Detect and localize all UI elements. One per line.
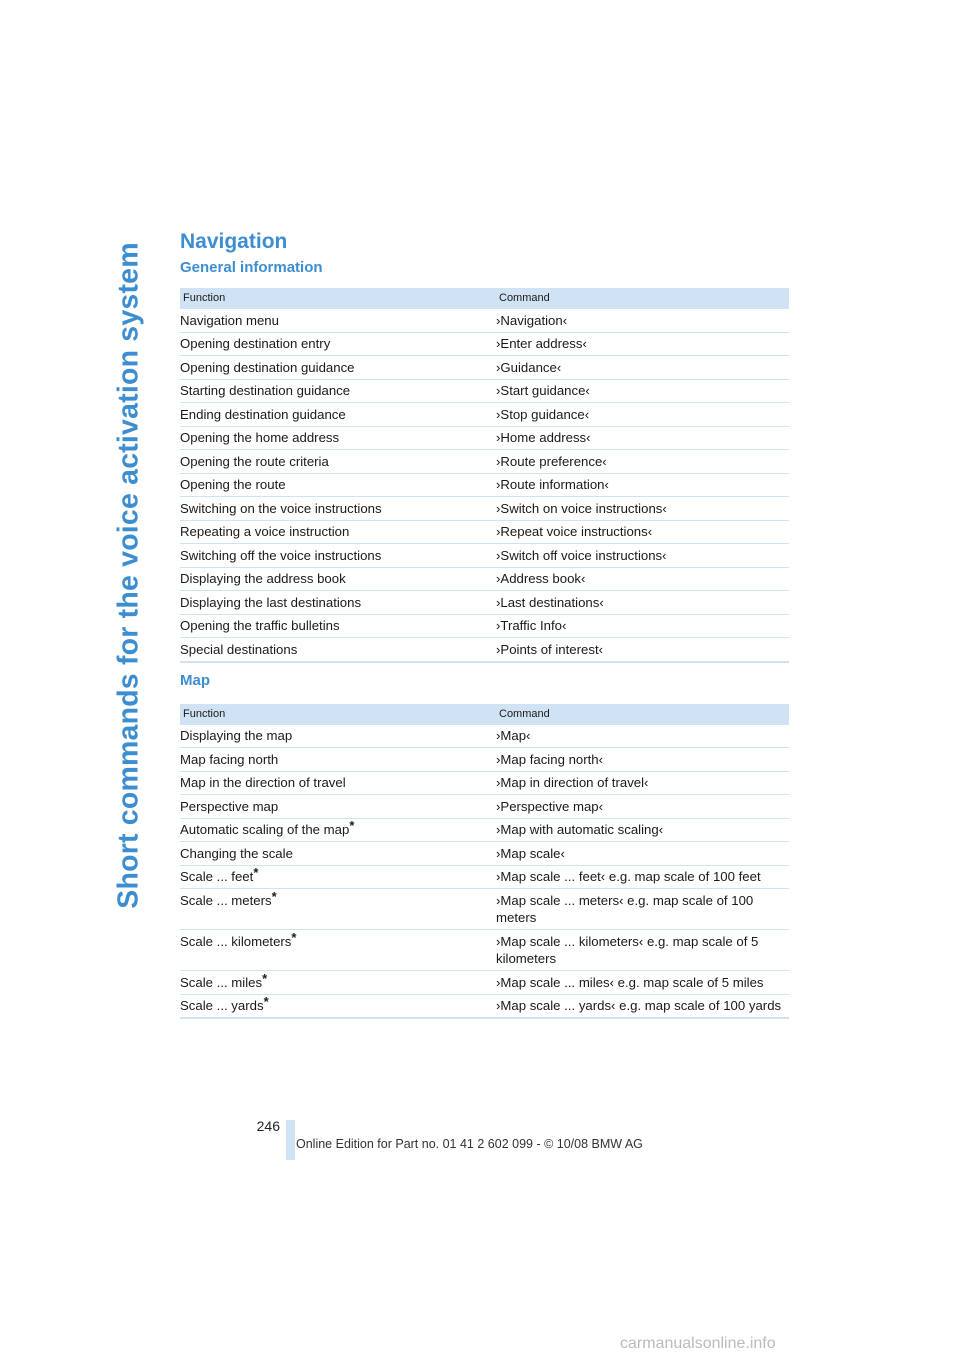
function-cell (180, 725, 496, 748)
footer-edition-text: Online Edition for Part no. 01 41 2 602 099 - © 10/08 BMW AG (296, 1137, 643, 1151)
table-header-row (180, 704, 789, 725)
function-cell (180, 450, 496, 474)
function-cell (180, 971, 496, 995)
function-cell (180, 332, 496, 356)
table-row (180, 356, 789, 380)
command-cell: ›Points of interest‹ (496, 638, 789, 662)
function-text: Scale ... kilometers (180, 933, 292, 949)
function-text: Opening the traffic bulletins (180, 618, 340, 633)
command-cell: ›Route preference‹ (496, 450, 789, 474)
command-cell: ›Switch on voice instructions‹ (496, 497, 789, 521)
function-cell (180, 930, 496, 971)
command-cell: ›Map‹ (496, 725, 789, 748)
footer-accent-bar (286, 1120, 295, 1160)
function-text: Opening the home address (180, 430, 340, 445)
table-row (180, 591, 789, 615)
function-cell (180, 638, 496, 662)
table-row (180, 332, 789, 356)
function-cell (180, 842, 496, 866)
table-row (180, 889, 789, 930)
function-cell (180, 379, 496, 403)
table-row (180, 842, 789, 866)
function-cell (180, 889, 496, 930)
watermark: carmanualsonline.info (620, 1335, 776, 1352)
subsection-title-map: Map (180, 671, 210, 689)
table-row (180, 795, 789, 819)
table-body (180, 309, 789, 662)
asterisk-mark: * (349, 818, 355, 833)
function-text: Opening the route (180, 477, 286, 492)
header-command: Command (496, 288, 789, 309)
command-cell: ›Last destinations‹ (496, 591, 789, 615)
table-row (180, 614, 789, 638)
function-cell (180, 795, 496, 819)
table-row (180, 426, 789, 450)
function-text: Opening destination entry (180, 336, 331, 351)
function-cell (180, 818, 496, 842)
side-chapter-title-text: Short commands for the voice activation system (112, 241, 145, 909)
function-cell (180, 567, 496, 591)
table-row (180, 379, 789, 403)
table-row (180, 971, 789, 995)
command-cell: ›Switch off voice instructions‹ (496, 544, 789, 568)
command-cell: ›Map scale ... kilometers‹ e.g. map scale of 5 kilometers (496, 930, 789, 971)
function-text: Automatic scaling of the map (180, 822, 350, 837)
function-text: Displaying the last destinations (180, 594, 362, 610)
function-cell (180, 591, 496, 615)
table-row (180, 473, 789, 497)
function-text: Opening the route criteria (180, 453, 329, 469)
table-row (180, 450, 789, 474)
command-cell: ›Navigation‹ (496, 309, 789, 332)
function-cell (180, 473, 496, 497)
function-text: Perspective map (180, 798, 279, 814)
command-cell: ›Route information‹ (496, 473, 789, 497)
map-table (180, 704, 789, 1020)
command-cell: ›Address book‹ (496, 567, 789, 591)
table-row (180, 865, 789, 889)
function-cell (180, 771, 496, 795)
table-body (180, 725, 789, 1019)
command-cell: ›Home address‹ (496, 426, 789, 450)
command-cell: ›Map scale ... meters‹ e.g. map scale of 100 meters (496, 889, 789, 930)
table-row (180, 771, 789, 795)
asterisk-mark: * (263, 994, 269, 1009)
command-cell: ›Map scale ... miles‹ e.g. map scale of 5 miles (496, 971, 789, 995)
command-cell: ›Guidance‹ (496, 356, 789, 380)
table-row (180, 725, 789, 748)
function-text: Scale ... miles (180, 974, 263, 990)
function-cell (180, 544, 496, 568)
table-row (180, 638, 789, 662)
function-text: Switching off the voice instructions (180, 547, 382, 563)
command-cell: ›Perspective map‹ (496, 795, 789, 819)
function-text: Starting destination guidance (180, 383, 351, 398)
function-text: Navigation menu (180, 312, 279, 328)
command-cell: ›Stop guidance‹ (496, 403, 789, 427)
function-cell (180, 748, 496, 772)
command-cell: ›Map scale ... yards‹ e.g. map scale of 100 yards (496, 994, 789, 1018)
command-cell: ›Start guidance‹ (496, 379, 789, 403)
function-text: Special destinations (180, 641, 298, 657)
asterisk-mark: * (271, 888, 277, 904)
table-row (180, 748, 789, 772)
command-cell: ›Map with automatic scaling‹ (496, 818, 789, 842)
general-information-table (180, 288, 789, 663)
function-text: Ending destination guidance (180, 406, 346, 422)
function-text: Switching on the voice instructions (180, 500, 382, 516)
table-row (180, 520, 789, 544)
function-cell (180, 356, 496, 380)
asterisk-mark: * (291, 929, 297, 945)
table-row (180, 994, 789, 1018)
command-cell: ›Traffic Info‹ (496, 614, 789, 638)
command-cell: ›Map in direction of travel‹ (496, 771, 789, 795)
asterisk-mark: * (262, 970, 268, 986)
header-function: Function (180, 704, 496, 725)
table-row (180, 818, 789, 842)
table-header-row (180, 288, 789, 309)
command-cell: ›Map scale‹ (496, 842, 789, 866)
function-cell (180, 309, 496, 332)
function-text: Scale ... yards (180, 998, 264, 1013)
function-cell (180, 520, 496, 544)
section-title: Navigation (180, 230, 288, 253)
command-cell: ›Map scale ... feet‹ e.g. map scale of 100 feet (496, 865, 789, 889)
table-row (180, 544, 789, 568)
function-text: Repeating a voice instruction (180, 524, 350, 539)
command-cell: ›Map facing north‹ (496, 748, 789, 772)
header-command: Command (496, 704, 789, 725)
function-cell (180, 403, 496, 427)
function-cell (180, 497, 496, 521)
asterisk-mark: * (253, 865, 259, 880)
subsection-title-general: General information (180, 259, 323, 276)
header-function: Function (180, 288, 496, 309)
page-content (180, 226, 789, 1019)
function-cell (180, 426, 496, 450)
function-text: Changing the scale (180, 845, 293, 861)
function-cell (180, 865, 496, 889)
table-row (180, 930, 789, 971)
function-text: Scale ... feet (180, 869, 254, 884)
function-cell (180, 614, 496, 638)
function-text: Map in the direction of travel (180, 775, 346, 790)
function-text: Displaying the address book (180, 571, 346, 586)
table-row (180, 497, 789, 521)
command-cell: ›Enter address‹ (496, 332, 789, 356)
command-cell: ›Repeat voice instructions‹ (496, 520, 789, 544)
table-row (180, 403, 789, 427)
table-row (180, 309, 789, 332)
function-text: Displaying the map (180, 728, 293, 743)
table-row (180, 567, 789, 591)
function-cell (180, 994, 496, 1018)
side-chapter-title (103, 230, 155, 920)
page-number: 246 (256, 1118, 280, 1134)
function-text: Opening destination guidance (180, 359, 355, 375)
function-text: Map facing north (180, 751, 279, 767)
function-text: Scale ... meters (180, 892, 272, 908)
